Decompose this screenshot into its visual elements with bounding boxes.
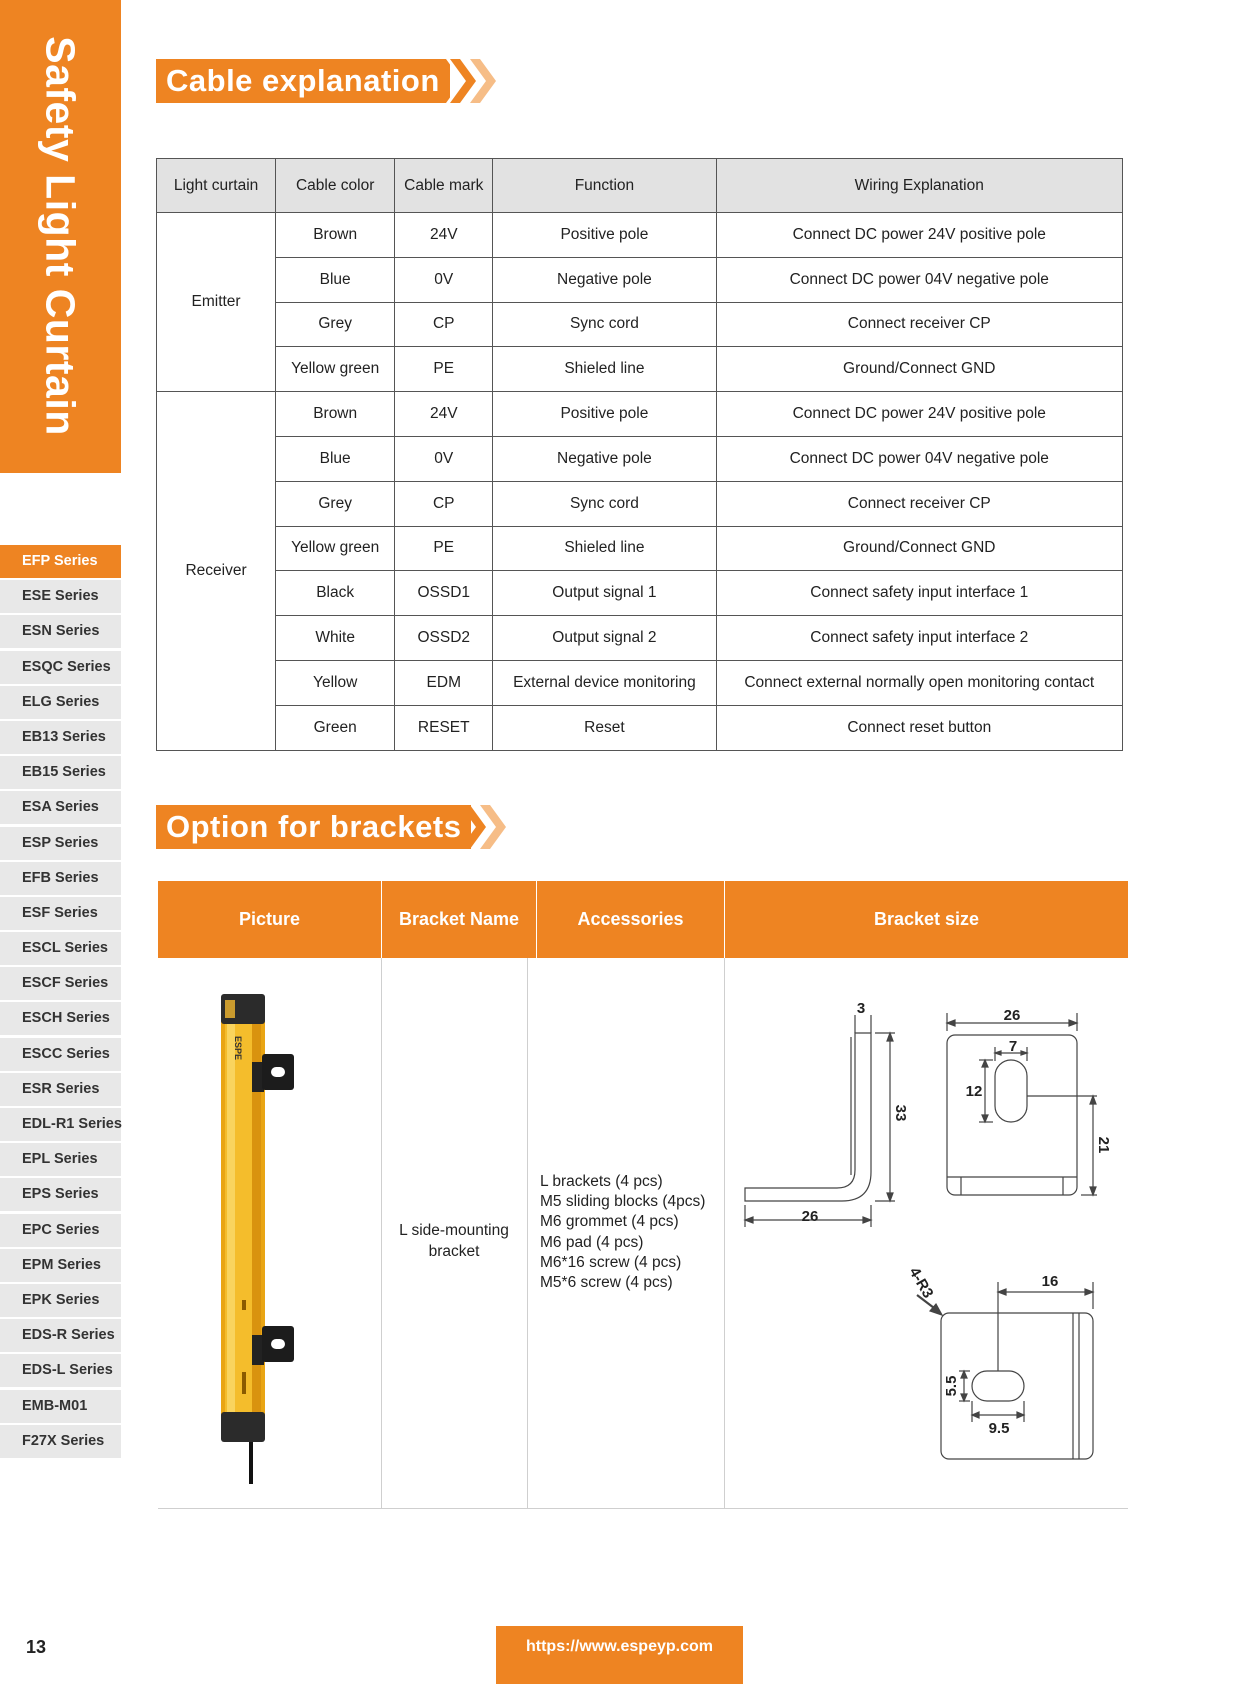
cable-section-title: Cable explanation	[156, 59, 450, 103]
wiring-cell: Connect external normally open monitoring contact	[716, 660, 1122, 705]
table-row	[157, 571, 1123, 616]
table-row	[157, 257, 1123, 302]
series-nav-item[interactable]: ESCH Series	[0, 1002, 121, 1035]
series-nav-item[interactable]: ESCF Series	[0, 967, 121, 1000]
series-nav-item[interactable]: EMB-M01	[0, 1390, 121, 1423]
table-row	[157, 481, 1123, 526]
col-header-picture: Picture	[238, 909, 301, 929]
cable-table-header	[157, 159, 1123, 213]
table-row	[157, 213, 1123, 258]
wiring-cell: Connect DC power 04V negative pole	[716, 257, 1122, 302]
cable-color-cell: Brown	[276, 392, 395, 437]
dim-9-5: 9.5	[988, 1420, 1010, 1437]
function-cell: Output signal 2	[493, 616, 716, 661]
wiring-cell: Connect receiver CP	[716, 302, 1122, 347]
function-cell: Sync cord	[493, 481, 716, 526]
divider	[381, 958, 382, 1508]
device-group-cell: Receiver	[157, 392, 276, 750]
cable-color-cell: Grey	[276, 481, 395, 526]
series-nav-item[interactable]: ESN Series	[0, 615, 121, 648]
series-nav-item[interactable]: ESR Series	[0, 1073, 121, 1106]
series-nav-item[interactable]: F27X Series	[0, 1425, 121, 1458]
col-header-bracket-name: Bracket Name	[398, 909, 520, 929]
accessory-item: L brackets (4 pcs)	[540, 1173, 663, 1190]
cable-mark-cell: EDM	[395, 660, 493, 705]
wiring-cell: Connect receiver CP	[716, 481, 1122, 526]
side-title: Safety Light Curtain	[37, 36, 84, 436]
col-header-cable-mark: Cable mark	[395, 159, 493, 213]
series-nav-item[interactable]: EDS-R Series	[0, 1319, 121, 1352]
function-cell: External device monitoring	[493, 660, 716, 705]
table-bottom-rule	[158, 1508, 1128, 1509]
wiring-cell: Connect safety input interface 2	[716, 616, 1122, 661]
series-nav-item[interactable]: ESQC Series	[0, 651, 121, 684]
series-nav-item[interactable]: EB13 Series	[0, 721, 121, 754]
dim-21: 21	[1095, 1136, 1112, 1154]
function-cell: Shieled line	[493, 347, 716, 392]
cable-mark-cell: CP	[395, 302, 493, 347]
function-cell: Negative pole	[493, 436, 716, 481]
table-row	[157, 526, 1123, 571]
col-header-wiring: Wiring Explanation	[716, 159, 1122, 213]
cable-mark-cell: 24V	[395, 213, 493, 258]
cable-mark-cell: CP	[395, 481, 493, 526]
bracket-section-header	[156, 805, 536, 849]
table-row	[157, 660, 1123, 705]
cable-mark-cell: OSSD1	[395, 571, 493, 616]
function-cell: Output signal 1	[493, 571, 716, 616]
series-nav-item[interactable]: EFB Series	[0, 862, 121, 895]
function-cell: Shieled line	[493, 526, 716, 571]
cable-mark-cell: PE	[395, 347, 493, 392]
dim-7: 7	[1008, 1038, 1018, 1055]
table-row	[157, 392, 1123, 437]
cable-color-cell: Yellow green	[276, 347, 395, 392]
table-row	[157, 705, 1123, 750]
series-nav-item[interactable]: EB15 Series	[0, 756, 121, 789]
wiring-cell: Connect DC power 04V negative pole	[716, 436, 1122, 481]
dim-33: 33	[892, 1104, 909, 1122]
cable-mark-cell: OSSD2	[395, 616, 493, 661]
light-curtain-product-image	[212, 992, 322, 1484]
cable-table	[156, 158, 1123, 751]
function-cell: Positive pole	[493, 213, 716, 258]
series-nav-item[interactable]: ESCL Series	[0, 932, 121, 965]
series-nav-item[interactable]: EPK Series	[0, 1284, 121, 1317]
col-header-cable-color: Cable color	[276, 159, 395, 213]
cable-mark-cell: PE	[395, 526, 493, 571]
wiring-cell: Connect safety input interface 1	[716, 571, 1122, 616]
dim-5-5: 5.5	[943, 1375, 960, 1397]
function-cell: Reset	[493, 705, 716, 750]
chevron-arrows-icon	[446, 59, 516, 103]
series-nav-item[interactable]: ESCC Series	[0, 1038, 121, 1071]
cable-color-cell: White	[276, 616, 395, 661]
wiring-cell: Ground/Connect GND	[716, 347, 1122, 392]
accessory-item: M5 sliding blocks (4pcs)	[540, 1193, 706, 1211]
page-number: 13	[26, 1637, 47, 1657]
series-nav-item[interactable]: EPC Series	[0, 1214, 121, 1247]
accessories-list	[540, 1172, 705, 1293]
accessory-item: M6 grommet (4 pcs)	[540, 1213, 679, 1231]
series-nav-item[interactable]: EPS Series	[0, 1178, 121, 1211]
series-nav-item[interactable]: EFP Series	[0, 545, 121, 578]
series-nav-item[interactable]: ESE Series	[0, 580, 121, 613]
bracket-section-title: Option for brackets	[156, 805, 471, 849]
cable-mark-cell: 0V	[395, 436, 493, 481]
table-row	[157, 436, 1123, 481]
cable-color-cell: Brown	[276, 213, 395, 258]
table-row	[157, 347, 1123, 392]
device-group-cell: Emitter	[157, 213, 276, 392]
table-row	[157, 616, 1123, 661]
dim-4-r3: 4-R3	[905, 1264, 937, 1302]
wiring-cell: Connect reset button	[716, 705, 1122, 750]
cable-color-cell: Grey	[276, 302, 395, 347]
series-nav-item[interactable]: EPL Series	[0, 1143, 121, 1176]
dim-26-bottom: 26	[801, 1208, 819, 1225]
cable-mark-cell: 0V	[395, 257, 493, 302]
cable-mark-cell: 24V	[395, 392, 493, 437]
bracket-dimension-drawing	[735, 995, 1120, 1475]
chevron-arrows-icon	[456, 805, 526, 849]
col-header-accessories: Accessories	[577, 909, 684, 929]
wiring-cell: Connect DC power 24V positive pole	[716, 392, 1122, 437]
series-nav-item[interactable]: EDS-L Series	[0, 1354, 121, 1387]
cable-color-cell: Blue	[276, 436, 395, 481]
function-cell: Positive pole	[493, 392, 716, 437]
cable-color-cell: Green	[276, 705, 395, 750]
series-nav-item[interactable]: ESA Series	[0, 791, 121, 824]
divider	[724, 958, 725, 1508]
series-nav-item[interactable]: EDL-R1 Series	[0, 1108, 121, 1141]
dim-3: 3	[856, 1000, 866, 1017]
col-header-function: Function	[493, 159, 716, 213]
col-header-light-curtain: Light curtain	[157, 159, 276, 213]
cable-color-cell: Black	[276, 571, 395, 616]
dim-26-top: 26	[1003, 1007, 1021, 1024]
bracket-table-header	[158, 881, 1128, 958]
cable-mark-cell: RESET	[395, 705, 493, 750]
accessory-item: M5*6 screw (4 pcs)	[540, 1274, 673, 1292]
side-title-banner	[0, 0, 121, 473]
accessory-item: M6 pad (4 pcs)	[540, 1233, 644, 1251]
series-nav-item[interactable]: ESP Series	[0, 827, 121, 860]
function-cell: Sync cord	[493, 302, 716, 347]
series-nav-item[interactable]: ESF Series	[0, 897, 121, 930]
table-row	[157, 302, 1123, 347]
dim-12: 12	[965, 1083, 983, 1100]
series-nav-item[interactable]: EPM Series	[0, 1249, 121, 1282]
cable-color-cell: Yellow green	[276, 526, 395, 571]
cable-color-cell: Blue	[276, 257, 395, 302]
function-cell: Negative pole	[493, 257, 716, 302]
cable-section-header	[156, 59, 516, 103]
cable-color-cell: Yellow	[276, 660, 395, 705]
bracket-name: L side-mounting bracket	[399, 1222, 509, 1260]
wiring-cell: Ground/Connect GND	[716, 526, 1122, 571]
product-label: ESPE	[233, 1036, 243, 1061]
divider	[527, 958, 528, 1508]
series-nav-item[interactable]: ELG Series	[0, 686, 121, 719]
dim-16: 16	[1041, 1273, 1059, 1290]
footer-url[interactable]: https://www.espeyp.com	[496, 1626, 743, 1684]
accessory-item: M6*16 screw (4 pcs)	[540, 1253, 682, 1271]
col-header-bracket-size: Bracket size	[873, 909, 980, 929]
series-nav	[0, 545, 121, 1460]
wiring-cell: Connect DC power 24V positive pole	[716, 213, 1122, 258]
